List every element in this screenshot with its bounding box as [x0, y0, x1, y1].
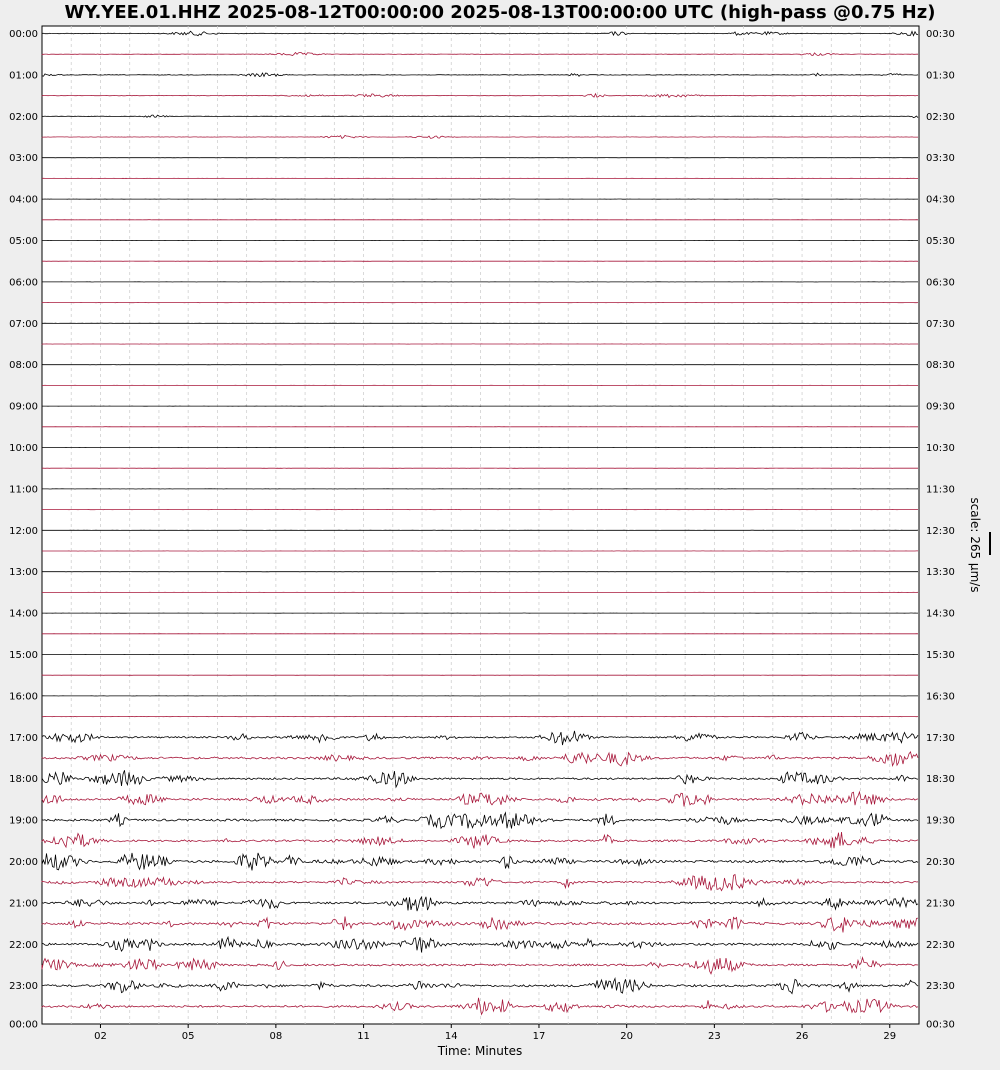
right-hour-label: 05:30	[926, 236, 955, 247]
right-hour-label: 18:30	[926, 774, 955, 785]
x-tick-label: 29	[883, 1031, 896, 1042]
x-tick-label: 02	[94, 1031, 107, 1042]
right-hour-label: 21:30	[926, 898, 955, 909]
right-hour-label: 11:30	[926, 484, 955, 495]
left-hour-label: 18:00	[9, 774, 38, 785]
left-hour-label: 09:00	[9, 402, 38, 413]
right-hour-label: 13:30	[926, 567, 955, 578]
right-hour-label: 19:30	[926, 816, 955, 827]
left-hour-label: 16:00	[9, 691, 38, 702]
right-hour-label: 12:30	[926, 526, 955, 537]
x-tick-label: 17	[533, 1031, 546, 1042]
left-hour-label: 00:00	[9, 1020, 38, 1031]
left-hour-label: 14:00	[9, 609, 38, 620]
x-tick-label: 26	[796, 1031, 809, 1042]
right-hour-label: 14:30	[926, 609, 955, 620]
left-hour-label: 05:00	[9, 236, 38, 247]
x-tick-label: 08	[269, 1031, 282, 1042]
x-tick-label: 14	[445, 1031, 458, 1042]
x-axis-label: Time: Minutes	[437, 1044, 522, 1058]
left-hour-label: 08:00	[9, 360, 38, 371]
scale-label: scale: 265 µm/s	[968, 497, 982, 592]
left-hour-label: 02:00	[9, 112, 38, 123]
right-hour-label: 06:30	[926, 277, 955, 288]
left-hour-label: 12:00	[9, 526, 38, 537]
left-hour-label: 13:00	[9, 567, 38, 578]
left-hour-label: 06:00	[9, 277, 38, 288]
right-hour-label: 07:30	[926, 319, 955, 330]
right-hour-label: 02:30	[926, 112, 955, 123]
right-hour-label: 22:30	[926, 940, 955, 951]
left-hour-label: 03:00	[9, 153, 38, 164]
x-tick-label: 11	[357, 1031, 370, 1042]
right-hour-label: 09:30	[926, 402, 955, 413]
left-hour-label: 11:00	[9, 484, 38, 495]
left-hour-label: 17:00	[9, 733, 38, 744]
left-hour-label: 10:00	[9, 443, 38, 454]
x-tick-label: 20	[620, 1031, 633, 1042]
left-hour-label: 07:00	[9, 319, 38, 330]
chart-title: WY.YEE.01.HHZ 2025-08-12T00:00:00 2025-08-13T00:00:00 UTC (high-pass @0.75 Hz)	[65, 2, 936, 23]
left-hour-label: 19:00	[9, 816, 38, 827]
right-hour-label: 00:30	[926, 1020, 955, 1031]
left-hour-label: 20:00	[9, 857, 38, 868]
right-hour-label: 23:30	[926, 981, 955, 992]
right-hour-label: 10:30	[926, 443, 955, 454]
right-hour-label: 01:30	[926, 70, 955, 81]
right-hour-label: 04:30	[926, 195, 955, 206]
right-hour-label: 00:30	[926, 29, 955, 40]
right-hour-label: 20:30	[926, 857, 955, 868]
left-hour-label: 15:00	[9, 650, 38, 661]
left-hour-label: 22:00	[9, 940, 38, 951]
left-hour-label: 21:00	[9, 898, 38, 909]
right-hour-label: 17:30	[926, 733, 955, 744]
x-tick-label: 23	[708, 1031, 721, 1042]
right-hour-label: 16:30	[926, 691, 955, 702]
left-hour-label: 00:00	[9, 29, 38, 40]
right-hour-label: 03:30	[926, 153, 955, 164]
right-hour-label: 08:30	[926, 360, 955, 371]
x-tick-label: 05	[182, 1031, 195, 1042]
left-hour-label: 04:00	[9, 195, 38, 206]
left-hour-label: 01:00	[9, 70, 38, 81]
left-hour-label: 23:00	[9, 981, 38, 992]
right-hour-label: 15:30	[926, 650, 955, 661]
